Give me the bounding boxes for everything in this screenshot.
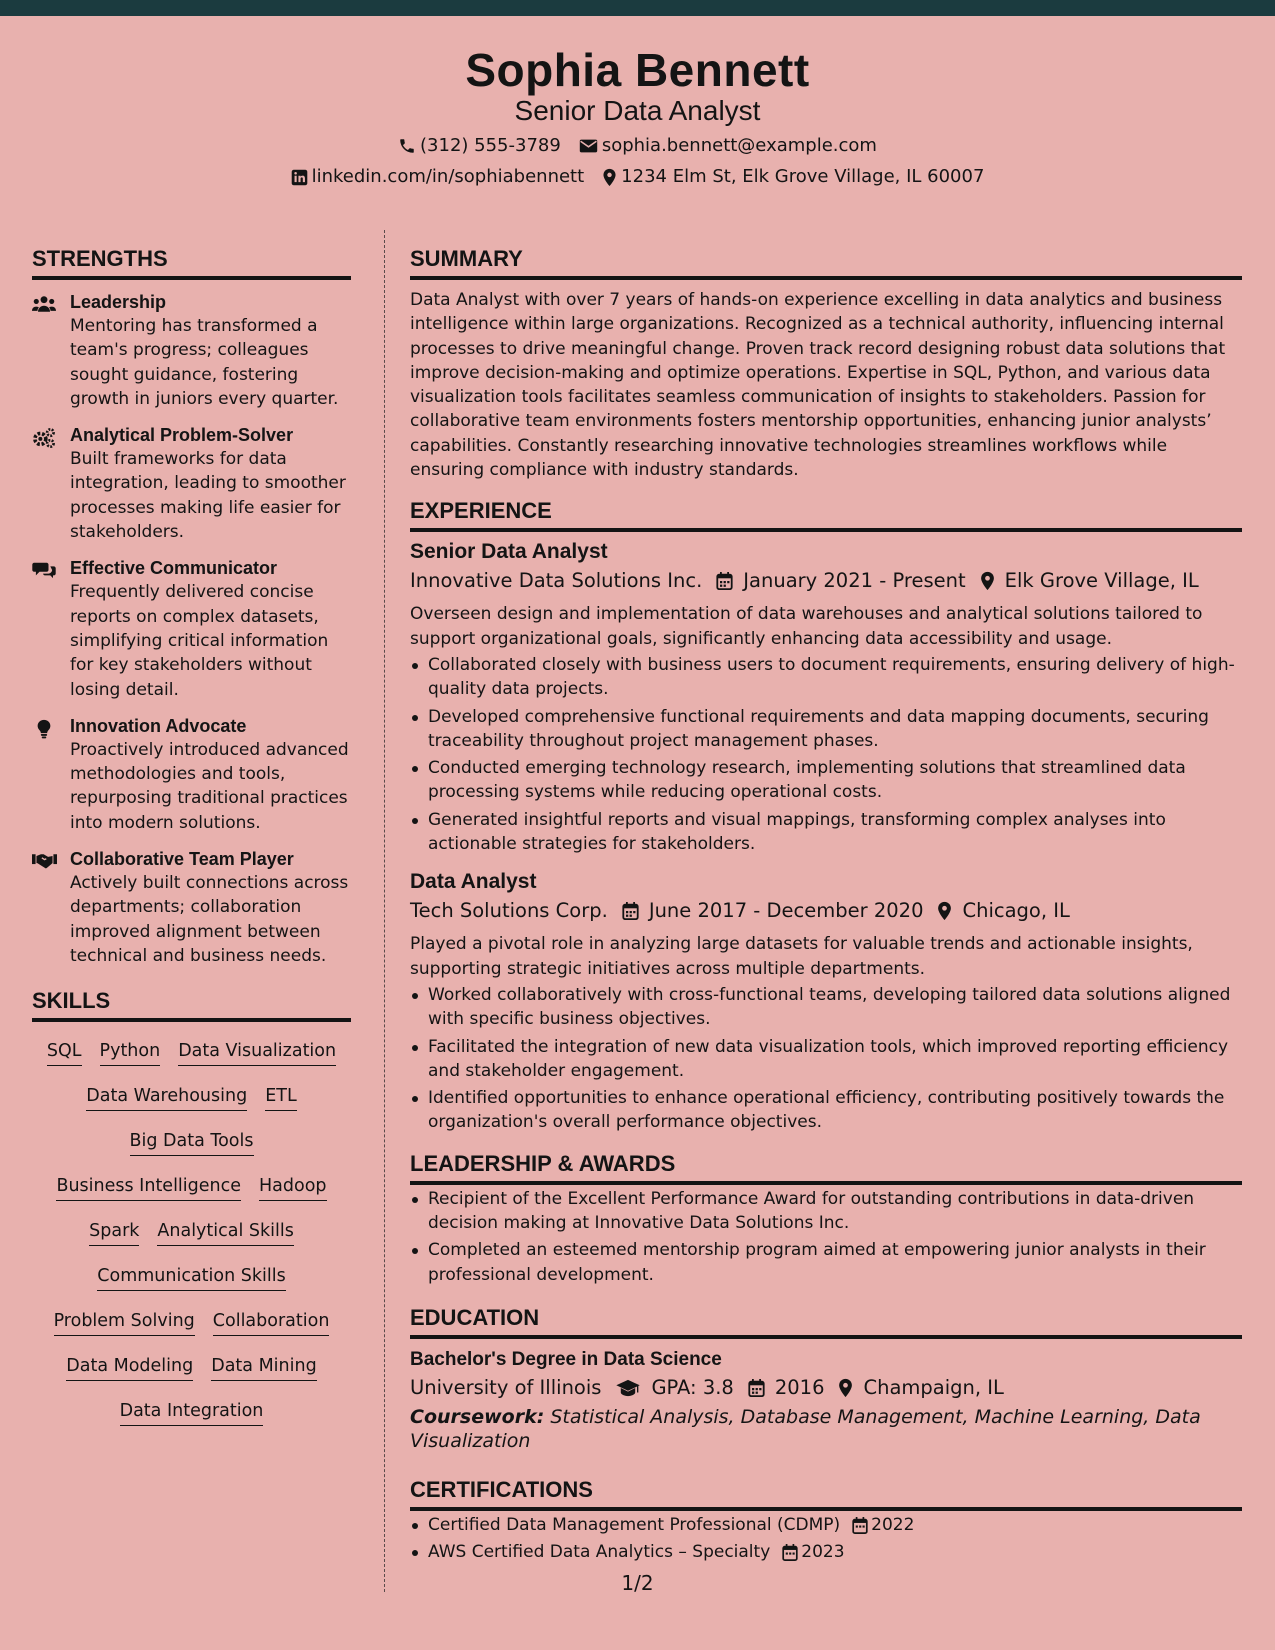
- certifications-list: [410, 1513, 1242, 1565]
- school-name: University of Illinois: [410, 1375, 602, 1399]
- job-dates: June 2017 - December 2020: [648, 899, 924, 923]
- skill-tag: ETL: [265, 1085, 297, 1111]
- job-entry: [410, 538, 1242, 856]
- strength-item: [32, 556, 351, 701]
- phone-contact[interactable]: [398, 134, 561, 158]
- email-contact[interactable]: [579, 134, 877, 158]
- calendar-icon: [716, 572, 733, 590]
- gears-icon: [32, 423, 70, 544]
- summary-heading: SUMMARY: [410, 244, 1242, 280]
- strength-desc: Proactively introduced advanced methodologies and tools, repurposing traditional practices into modern solutions.: [70, 739, 349, 833]
- job-title: Data Analyst: [410, 870, 537, 894]
- strength-title: Collaborative Team Player: [70, 849, 294, 870]
- candidate-title: Senior Data Analyst: [514, 95, 761, 126]
- address-text: 1234 Elm St, Elk Grove Village, IL 60007: [621, 166, 985, 187]
- job-entry: [410, 868, 1242, 1134]
- linkedin-icon: [291, 169, 308, 186]
- strength-item: [32, 714, 351, 835]
- skills-list: [32, 1040, 351, 1426]
- graduation-year: 2016: [774, 1375, 825, 1399]
- email-text: sophia.bennett@example.com: [601, 135, 877, 156]
- comments-icon: [32, 556, 70, 701]
- graduation-cap-icon: [615, 1379, 641, 1397]
- gpa-text: GPA: 3.8: [651, 1375, 734, 1399]
- education-heading: EDUCATION: [410, 1303, 1242, 1339]
- resume-header: [0, 16, 1275, 204]
- strengths-list: [32, 290, 351, 968]
- skill-tag: Data Modeling: [66, 1355, 193, 1381]
- list-item: [410, 1513, 1242, 1537]
- calendar-icon: [748, 1379, 765, 1397]
- page-number: 1/2: [621, 1571, 654, 1595]
- job-description: Played a pivotal role in analyzing large datasets for valuable trends and actionable insights, supporting strategic initiatives across multiple departments.: [410, 934, 1193, 979]
- job-meta: [410, 566, 1242, 596]
- strength-title: Leadership: [70, 292, 167, 312]
- left-column: [32, 244, 351, 1426]
- column-divider: [384, 230, 385, 1592]
- handshake-icon: [32, 847, 70, 968]
- school-location: Champaign, IL: [863, 1375, 1004, 1399]
- skill-tag: SQL: [47, 1040, 82, 1066]
- calendar-icon: [622, 902, 639, 920]
- map-pin-icon: [602, 168, 617, 187]
- top-accent-bar: [0, 0, 1275, 16]
- cert-name: AWS Certified Data Analytics – Specialty: [428, 1542, 771, 1563]
- job-bullets: [410, 653, 1242, 856]
- map-pin-icon: [838, 1378, 853, 1398]
- address-contact: [602, 165, 984, 189]
- skill-tag: Hadoop: [259, 1175, 327, 1201]
- phone-icon: [398, 137, 416, 155]
- job-location: Elk Grove Village, IL: [1004, 569, 1199, 593]
- leadership-list: [410, 1187, 1242, 1287]
- job-meta: [410, 896, 1242, 926]
- leadership-heading: LEADERSHIP & AWARDS: [410, 1149, 1242, 1185]
- map-pin-icon: [937, 901, 952, 921]
- calendar-icon: [782, 1544, 798, 1561]
- skill-tag: Problem Solving: [54, 1310, 195, 1336]
- list-item: Generated insightful reports and visual mappings, transforming complex analyses into actionable strategies for stakeholders.: [410, 808, 1242, 857]
- coursework-label: Coursework:: [410, 1405, 545, 1428]
- skill-tag: Analytical Skills: [157, 1220, 293, 1246]
- skill-tag: Spark: [89, 1220, 139, 1246]
- company-name: Tech Solutions Corp.: [410, 899, 608, 923]
- skill-tag: Big Data Tools: [130, 1130, 254, 1156]
- strength-title: Analytical Problem-Solver: [70, 425, 294, 446]
- calendar-icon: [852, 1517, 868, 1534]
- job-title: Senior Data Analyst: [410, 540, 608, 564]
- strength-title: Innovation Advocate: [70, 715, 247, 736]
- degree-title: Bachelor's Degree in Data Science: [410, 1348, 722, 1370]
- list-item: Identified opportunities to enhance operational efficiency, contributing positively towards the organization's overall performance objectives.: [410, 1086, 1242, 1135]
- skill-tag: Data Warehousing: [86, 1085, 247, 1111]
- company-name: Innovative Data Solutions Inc.: [410, 569, 703, 593]
- list-item: Completed an esteemed mentorship program aimed at empowering junior analysts in their professional development.: [410, 1238, 1242, 1287]
- skill-tag: Business Intelligence: [56, 1175, 241, 1201]
- strength-desc: Mentoring has transformed a team's progress; colleagues sought guidance, fostering growth in juniors every quarter.: [70, 316, 339, 409]
- strength-desc: Actively built connections across departments; collaboration improved alignment between technical and business needs.: [70, 873, 349, 966]
- strength-item: [32, 290, 351, 411]
- list-item: Worked collaboratively with cross-functional teams, developing tailored data solutions aligned with specific business objectives.: [410, 983, 1242, 1032]
- coursework-text: Statistical Analysis, Database Management, Machine Learning, Data Visualization: [410, 1405, 1201, 1453]
- phone-text: (312) 555-3789: [420, 135, 561, 156]
- envelope-icon: [579, 138, 598, 154]
- list-item: [410, 1540, 1242, 1564]
- cert-name: Certified Data Management Professional (CDMP): [428, 1514, 841, 1535]
- list-item: Collaborated closely with business users to document requirements, ensuring delivery of high-quality data projects.: [410, 653, 1242, 702]
- contact-row-2: [0, 165, 1275, 189]
- strength-item: [32, 847, 351, 968]
- job-bullets: [410, 983, 1242, 1135]
- certifications-heading: CERTIFICATIONS: [410, 1475, 1242, 1511]
- skill-tag: Collaboration: [213, 1310, 330, 1336]
- coursework: [410, 1405, 1242, 1454]
- strength-desc: Built frameworks for data integration, leading to smoother processes making life easier for stakeholders.: [70, 449, 346, 543]
- list-item: Recipient of the Excellent Performance Award for outstanding contributions in data-driven decision making at Innovative Data Solutions Inc.: [410, 1187, 1242, 1236]
- list-item: Conducted emerging technology research, implementing solutions that streamlined data processing systems while reducing operational costs.: [410, 756, 1242, 805]
- job-dates: January 2021 - Present: [743, 569, 966, 593]
- job-location: Chicago, IL: [962, 899, 1070, 923]
- skill-tag: Python: [100, 1040, 161, 1066]
- contact-row-1: [0, 134, 1275, 158]
- users-icon: [32, 290, 70, 411]
- candidate-name: Sophia Bennett: [465, 44, 810, 96]
- map-pin-icon: [980, 571, 995, 591]
- skills-heading: SKILLS: [32, 986, 351, 1022]
- list-item: Facilitated the integration of new data visualization tools, which improved reporting efficiency and stakeholder engagement.: [410, 1035, 1242, 1084]
- summary-text: Data Analyst with over 7 years of hands-on experience excelling in data analytics and business intelligence within large organizations. Recognized as a technical authority, influencing internal processes to drive meaningful change. Proven track record designing robust data solutions that improve decision-making and optimize operations. Expertise in SQL, Python, and various data visualization tools facilitates seamless communication of insights to stakeholders. Passion for collaborative team environments fosters mentorship opportunities, enhancing junior analysts’ capabilities. Constantly researching innovative technologies streamlines workflows while ensuring compliance with industry standards.: [410, 290, 1226, 481]
- skill-tag: Data Visualization: [178, 1040, 336, 1066]
- strength-item: [32, 423, 351, 544]
- list-item: Developed comprehensive functional requirements and data mapping documents, securing traceability throughout project management phases.: [410, 705, 1242, 754]
- strength-desc: Frequently delivered concise reports on complex datasets, simplifying critical information for key stakeholders without losing detail.: [70, 582, 329, 700]
- skill-tag: Data Integration: [120, 1400, 264, 1426]
- linkedin-text: linkedin.com/in/sophiabennett: [311, 166, 585, 187]
- cert-year-wrap: [782, 1540, 844, 1564]
- cert-year-wrap: [852, 1513, 914, 1537]
- cert-year: 2023: [801, 1542, 845, 1563]
- right-column: [410, 244, 1242, 1568]
- job-description: Overseen design and implementation of data warehouses and analytical solutions tailored to support organizational goals, significantly enhancing data accessibility and usage.: [410, 604, 1203, 649]
- lightbulb-icon: [32, 714, 70, 835]
- skill-tag: Communication Skills: [97, 1265, 285, 1291]
- skill-tag: Data Mining: [211, 1355, 316, 1381]
- experience-heading: EXPERIENCE: [410, 496, 1242, 532]
- linkedin-contact[interactable]: [291, 165, 585, 189]
- strength-title: Effective Communicator: [70, 558, 278, 579]
- cert-year: 2022: [871, 1514, 915, 1535]
- education-meta: [410, 1373, 1242, 1403]
- strengths-heading: STRENGTHS: [32, 244, 351, 280]
